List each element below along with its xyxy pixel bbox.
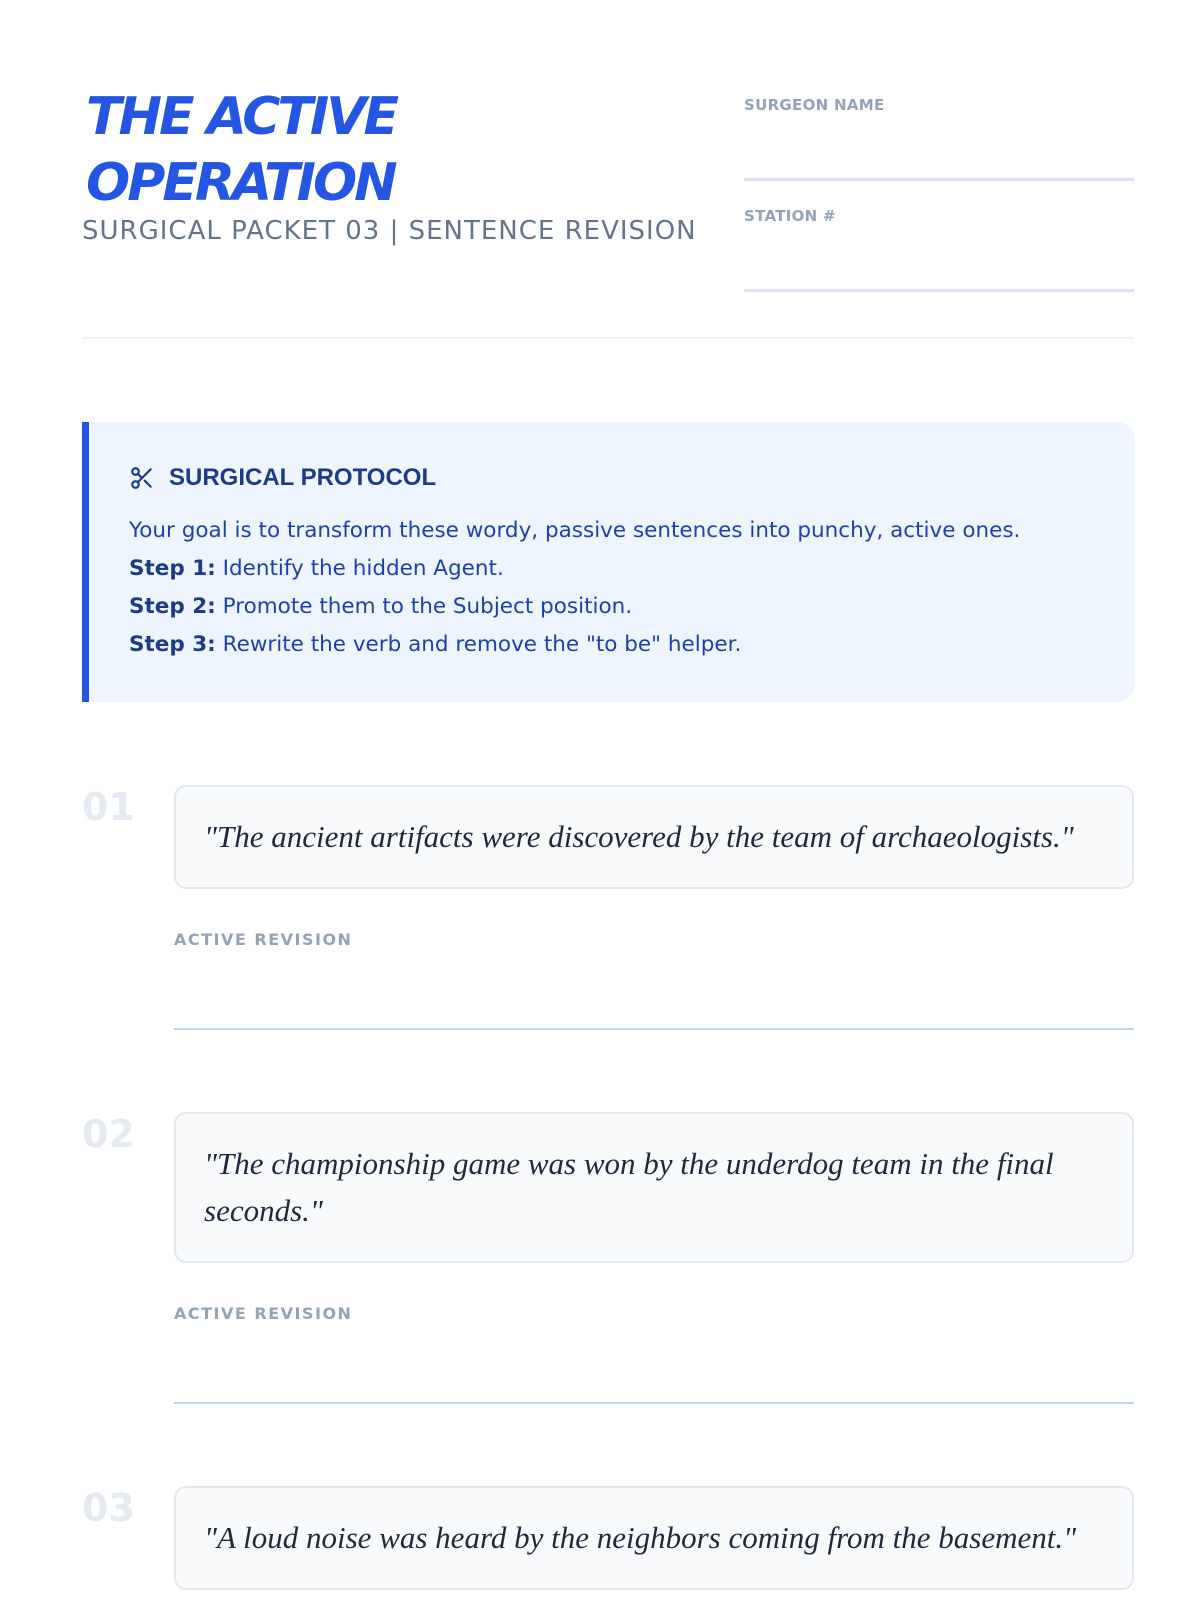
exercise-item	[82, 785, 1134, 1035]
protocol-step-3	[129, 626, 1109, 664]
active-revision-label: ACTIVE REVISION	[174, 930, 353, 949]
protocol-step-2	[129, 588, 1109, 626]
active-revision-answer-line[interactable]	[174, 1028, 1134, 1030]
exercise-number: 02	[82, 1112, 135, 1156]
step-2-label: Step 2:	[129, 594, 216, 619]
station-number-label: STATION #	[744, 207, 836, 225]
active-revision-label: ACTIVE REVISION	[174, 1304, 353, 1323]
exercise-item	[82, 1112, 1134, 1402]
title-line-2: OPERATION	[86, 153, 395, 213]
worksheet-header	[82, 80, 1134, 270]
page-subtitle: SURGICAL PACKET 03 | SENTENCE REVISION	[82, 216, 697, 246]
header-divider	[82, 337, 1134, 339]
passive-sentence: "A loud noise was heard by the neighbors coming from the basement."	[174, 1486, 1134, 1590]
exercise-number: 01	[82, 785, 135, 829]
exercise-item	[82, 1486, 1134, 1590]
protocol-body	[129, 512, 1109, 664]
surgeon-name-label: SURGEON NAME	[744, 96, 885, 114]
step-3-text: Rewrite the verb and remove the "to be" helper.	[215, 632, 742, 657]
passive-sentence: "The championship game was won by the underdog team in the final seconds."	[174, 1112, 1134, 1263]
exercise-number: 03	[82, 1486, 135, 1530]
protocol-intro: Your goal is to transform these wordy, passive sentences into punchy, active ones.	[129, 518, 1021, 543]
active-revision-answer-line[interactable]	[174, 1402, 1134, 1404]
step-1-text: Identify the hidden Agent.	[215, 556, 504, 581]
page-title	[86, 84, 686, 216]
protocol-title: SURGICAL PROTOCOL	[169, 464, 437, 491]
step-2-text: Promote them to the Subject position.	[215, 594, 633, 619]
step-1-label: Step 1:	[129, 556, 216, 581]
step-3-label: Step 3:	[129, 632, 216, 657]
protocol-step-1	[129, 550, 1109, 588]
protocol-header	[129, 464, 436, 492]
scissors-icon	[129, 465, 155, 491]
station-number-field[interactable]	[744, 203, 1134, 292]
surgeon-name-field[interactable]	[744, 92, 1134, 181]
protocol-callout	[82, 422, 1135, 702]
title-line-1: THE ACTIVE	[86, 87, 397, 147]
passive-sentence: "The ancient artifacts were discovered by the team of archaeologists."	[174, 785, 1134, 889]
